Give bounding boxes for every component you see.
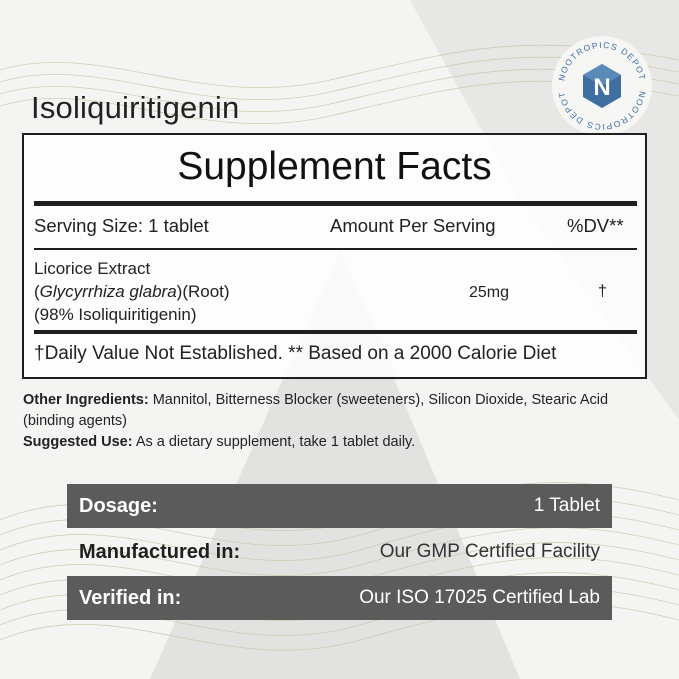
daily-value-header: %DV**	[567, 215, 624, 236]
svg-text:NOOTROPICS DEPOT: NOOTROPICS DEPOT	[556, 90, 648, 133]
facts-divider-thick	[34, 201, 637, 206]
daily-value-footnote: †Daily Value Not Established. ** Based on a 2000 Calorie Diet	[34, 343, 557, 364]
spec-value: 1 Tablet	[533, 495, 600, 516]
suggested-use-text: As a dietary supplement, take 1 tablet daily.	[132, 434, 416, 450]
ingredient-line-3: (98% Isoliquiritigenin)	[34, 305, 197, 324]
spec-value: Our GMP Certified Facility	[379, 541, 600, 562]
brand-logo	[550, 34, 654, 138]
ingredient-line-1: Licorice Extract	[34, 259, 151, 278]
svg-text:NOOTROPICS DEPOT: NOOTROPICS DEPOT	[556, 39, 648, 82]
other-ingredients-label: Other Ingredients:	[23, 392, 149, 408]
ingredient-latin-name: Glycyrrhiza glabra	[39, 282, 177, 301]
serving-size-label: Serving Size: 1 tablet	[34, 215, 209, 236]
spec-row-verified	[67, 576, 612, 620]
ingredient-dv: †	[598, 283, 607, 300]
spec-label: Verified in:	[79, 586, 182, 609]
other-ingredients	[23, 390, 653, 432]
supplement-facts-title: Supplement Facts	[177, 145, 492, 188]
spec-row-dosage	[67, 484, 612, 528]
spec-label: Dosage:	[79, 494, 158, 517]
ingredient-amount: 25mg	[469, 284, 510, 301]
svg-text:N: N	[593, 74, 611, 101]
spec-value: Our ISO 17025 Certified Lab	[359, 587, 600, 608]
supplement-facts-panel	[22, 133, 647, 379]
ingredient-line-2: (Glycyrrhiza glabra)(Root)	[34, 282, 230, 301]
facts-divider-thin	[34, 248, 637, 250]
product-specs	[67, 484, 612, 622]
facts-divider-bottom	[34, 330, 637, 334]
amount-per-serving-header: Amount Per Serving	[330, 215, 496, 236]
suggested-use-label: Suggested Use:	[23, 434, 133, 450]
ingredient-name	[34, 257, 230, 326]
other-ingredients-text: Mannitol, Bitterness Blocker (sweeteners), Silicon Dioxide, Stearic Acid (binding agents)	[23, 392, 609, 429]
product-title: Isoliquiritigenin	[31, 90, 240, 125]
spec-row-manufactured	[67, 530, 612, 574]
ingredients-and-use	[23, 390, 653, 453]
spec-label: Manufactured in:	[79, 540, 241, 563]
suggested-use	[23, 432, 653, 453]
